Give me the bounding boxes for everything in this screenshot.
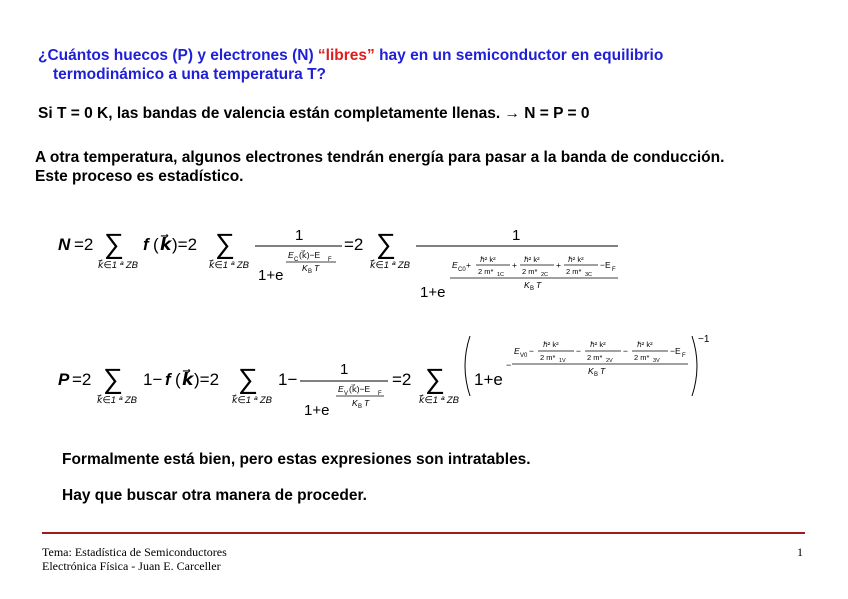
svg-text:(k⃗)−E: (k⃗)−E <box>299 250 321 260</box>
svg-text:∑: ∑ <box>238 363 258 394</box>
other-way-statement: Hay que buscar otra manera de proceder. <box>62 487 367 504</box>
svg-text:T: T <box>314 263 320 273</box>
svg-text:∑: ∑ <box>104 228 124 259</box>
svg-text:ℏ² k²: ℏ² k² <box>524 255 540 264</box>
svg-text:2 m*: 2 m* <box>478 267 494 276</box>
svg-text:ℏ² k²: ℏ² k² <box>568 255 584 264</box>
svg-text:∑: ∑ <box>103 363 123 394</box>
libres-highlight: “libres” <box>317 47 375 64</box>
svg-text:−: − <box>576 346 581 356</box>
svg-text:=2: =2 <box>74 235 94 254</box>
svg-text:E: E <box>288 250 294 260</box>
electron-equation <box>58 227 618 301</box>
svg-text:2C: 2C <box>541 272 549 278</box>
svg-text:2 m*: 2 m* <box>522 267 538 276</box>
svg-text:K: K <box>352 398 358 408</box>
t-zero-statement: Si T = 0 K, las bandas de valencia están completamente llenas. → N = P = 0 <box>38 105 590 122</box>
svg-text:k⃗∈1 ª ZB: k⃗∈1 ª ZB <box>209 260 249 271</box>
svg-text:N: N <box>58 235 71 254</box>
svg-text:P: P <box>58 370 70 389</box>
svg-text:F: F <box>612 267 616 273</box>
svg-text:ℏ² k²: ℏ² k² <box>637 340 653 349</box>
svg-text:k⃗∈1 ª ZB: k⃗∈1 ª ZB <box>232 395 272 406</box>
svg-text:ℏ² k²: ℏ² k² <box>543 340 559 349</box>
svg-text:1−: 1− <box>143 370 163 389</box>
svg-text:C0: C0 <box>458 267 466 273</box>
svg-text:1−: 1− <box>278 370 298 389</box>
svg-text:T: T <box>536 280 542 290</box>
svg-text:1V: 1V <box>559 358 566 364</box>
svg-text:ℏ² k²: ℏ² k² <box>590 340 606 349</box>
svg-text:E: E <box>514 346 520 356</box>
svg-text:B: B <box>308 269 313 275</box>
svg-text:=2: =2 <box>344 235 364 254</box>
svg-text:=2: =2 <box>392 370 412 389</box>
svg-text:B: B <box>594 372 599 378</box>
question-line-2: termodinámico a una temperatura T? <box>53 66 327 83</box>
svg-text:2 m*: 2 m* <box>634 353 650 362</box>
svg-text:C: C <box>294 257 299 263</box>
footer-topic: Tema: Estadística de Semiconductores <box>42 545 227 559</box>
svg-text:2 m*: 2 m* <box>566 267 582 276</box>
svg-text:f: f <box>165 370 171 389</box>
svg-text:T: T <box>364 398 370 408</box>
svg-text:B: B <box>358 404 363 410</box>
svg-text:1+e: 1+e <box>304 402 330 419</box>
svg-text:V: V <box>344 391 349 397</box>
svg-text:k⃗∈1 ª ZB: k⃗∈1 ª ZB <box>97 395 137 406</box>
svg-text:)=2: )=2 <box>194 370 220 389</box>
svg-text:∑: ∑ <box>376 228 396 259</box>
other-temperature-text: A otra temperatura, algunos electrones tendrán energía para pasar a la banda de conducción. Este proceso es estadístico. <box>35 149 725 185</box>
svg-text:−: − <box>506 360 512 370</box>
svg-text:T: T <box>600 366 606 376</box>
svg-text:1+e: 1+e <box>474 370 503 389</box>
svg-text:F: F <box>328 257 332 263</box>
svg-text:K: K <box>524 280 530 290</box>
footer <box>42 545 227 573</box>
svg-text:2V: 2V <box>606 358 613 364</box>
svg-text:∑: ∑ <box>215 228 235 259</box>
footer-divider <box>42 532 805 534</box>
svg-text:k⃗: k⃗ <box>182 370 194 389</box>
svg-text:(k⃗)−E: (k⃗)−E <box>349 384 371 394</box>
svg-text:2 m*: 2 m* <box>540 353 556 362</box>
svg-text:3V: 3V <box>653 358 660 364</box>
svg-text:−E: −E <box>600 260 611 270</box>
svg-text:k⃗∈1 ª ZB: k⃗∈1 ª ZB <box>370 260 410 271</box>
svg-text:)=2: )=2 <box>172 235 198 254</box>
svg-text:(: ( <box>153 235 159 254</box>
page-number: 1 <box>797 545 803 559</box>
svg-text:3C: 3C <box>585 272 593 278</box>
svg-text:−: − <box>529 346 534 356</box>
hole-equation <box>58 334 710 419</box>
svg-text:=2: =2 <box>72 370 92 389</box>
svg-text:V0: V0 <box>520 353 528 359</box>
svg-text:E: E <box>452 260 458 270</box>
svg-text:(: ( <box>175 370 181 389</box>
svg-text:k⃗: k⃗ <box>160 235 172 254</box>
svg-text:K: K <box>302 263 308 273</box>
svg-text:E: E <box>338 384 344 394</box>
svg-text:K: K <box>588 366 594 376</box>
svg-text:k⃗∈1 ª ZB: k⃗∈1 ª ZB <box>419 395 459 406</box>
footer-course: Electrónica Física - Juan E. Carceller <box>42 559 221 573</box>
svg-text:2 m*: 2 m* <box>587 353 603 362</box>
svg-text:f: f <box>143 235 149 254</box>
svg-text:1+e: 1+e <box>420 284 446 301</box>
svg-text:1: 1 <box>512 227 521 244</box>
svg-text:−1: −1 <box>698 334 710 345</box>
svg-text:1: 1 <box>295 227 304 244</box>
svg-text:F: F <box>682 353 686 359</box>
svg-text:ℏ² k²: ℏ² k² <box>480 255 496 264</box>
svg-text:1+e: 1+e <box>258 267 284 284</box>
svg-text:−: − <box>623 346 628 356</box>
svg-text:+: + <box>556 260 561 270</box>
formal-statement: Formalmente está bien, pero estas expresiones son intratables. <box>62 451 531 468</box>
svg-text:∑: ∑ <box>425 363 445 394</box>
svg-text:+: + <box>512 260 517 270</box>
svg-text:1C: 1C <box>497 272 505 278</box>
question-line-1: ¿Cuántos huecos (P) y electrones (N) “libres” hay en un semiconductor en equilibrio <box>38 47 664 64</box>
svg-text:−E: −E <box>670 346 681 356</box>
svg-text:k⃗∈1 ª ZB: k⃗∈1 ª ZB <box>98 260 138 271</box>
svg-text:F: F <box>378 391 382 397</box>
svg-text:B: B <box>530 286 535 292</box>
svg-text:+: + <box>466 260 471 270</box>
svg-text:1: 1 <box>340 361 349 378</box>
